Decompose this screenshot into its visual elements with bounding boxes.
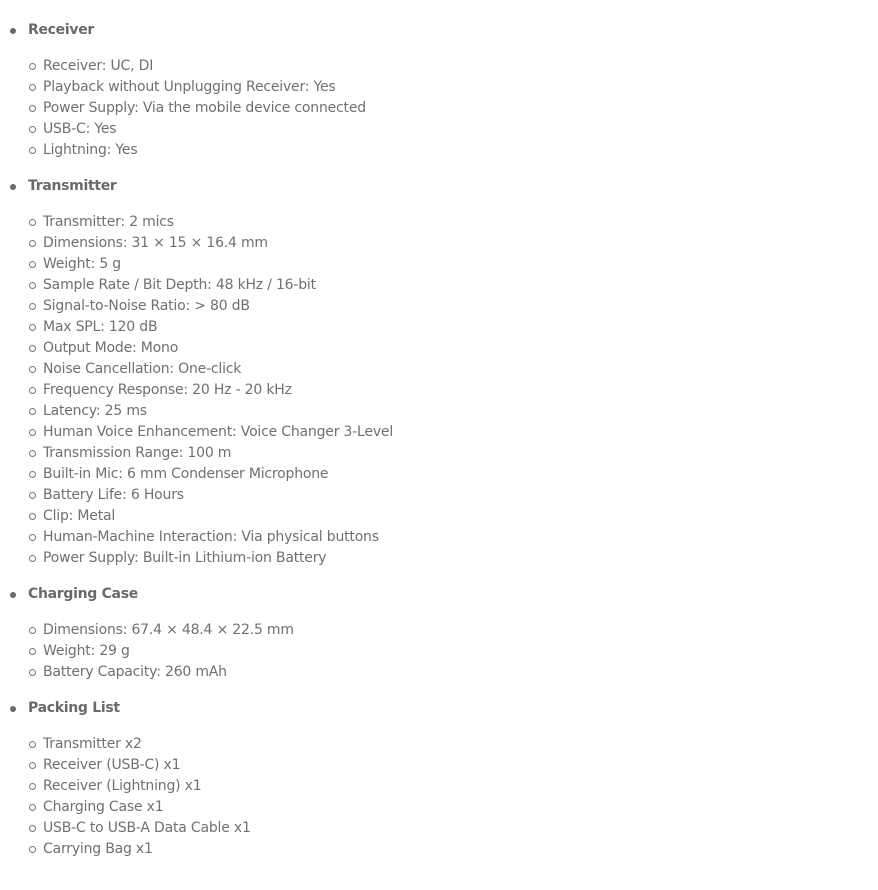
spec-item <box>28 464 393 485</box>
spec-item-text: Built-in Mic: 6 mm Condenser Microphone <box>43 466 329 482</box>
circle-bullet-icon <box>29 240 36 247</box>
spec-item <box>28 401 393 422</box>
circle-bullet-icon <box>29 408 36 415</box>
spec-item <box>28 527 393 548</box>
spec-item <box>28 755 251 776</box>
circle-bullet-icon <box>29 513 36 520</box>
circle-bullet-icon <box>29 846 36 853</box>
circle-bullet-icon <box>29 450 36 457</box>
spec-item-text: Receiver (USB-C) x1 <box>43 757 181 773</box>
section-items <box>28 212 393 569</box>
spec-item <box>28 98 366 119</box>
circle-bullet-icon <box>29 105 36 112</box>
circle-bullet-icon <box>29 261 36 268</box>
circle-bullet-icon <box>29 147 36 154</box>
circle-bullet-icon <box>29 84 36 91</box>
section-items <box>28 56 366 161</box>
spec-item <box>28 233 393 254</box>
spec-item-text: Charging Case x1 <box>43 799 164 815</box>
circle-bullet-icon <box>29 429 36 436</box>
spec-item <box>28 443 393 464</box>
spec-item-text: Transmitter: 2 mics <box>43 214 174 230</box>
spec-item-text: Latency: 25 ms <box>43 403 147 419</box>
spec-item-text: Battery Life: 6 Hours <box>43 487 184 503</box>
spec-item-text: Noise Cancellation: One-click <box>43 361 242 377</box>
circle-bullet-icon <box>29 366 36 373</box>
spec-item-text: Human Voice Enhancement: Voice Changer 3-Level <box>43 424 394 440</box>
spec-item <box>28 119 366 140</box>
spec-item-text: Battery Capacity: 260 mAh <box>43 664 227 680</box>
spec-item-text: Lightning: Yes <box>43 142 138 158</box>
circle-bullet-icon <box>29 126 36 133</box>
circle-bullet-icon <box>29 804 36 811</box>
spec-item <box>28 734 251 755</box>
circle-bullet-icon <box>29 282 36 289</box>
section-bullet-icon <box>10 592 16 598</box>
spec-item-text: Signal-to-Noise Ratio: > 80 dB <box>43 298 250 314</box>
spec-item <box>28 212 393 233</box>
circle-bullet-icon <box>29 63 36 70</box>
spec-item <box>28 275 393 296</box>
spec-item-text: Weight: 29 g <box>43 643 130 659</box>
circle-bullet-icon <box>29 741 36 748</box>
circle-bullet-icon <box>29 324 36 331</box>
spec-item-text: Output Mode: Mono <box>43 340 179 356</box>
section-bullet-icon <box>10 28 16 34</box>
spec-item <box>28 56 366 77</box>
section-bullet-icon <box>10 184 16 190</box>
spec-item-text: Clip: Metal <box>43 508 116 524</box>
spec-item-text: Weight: 5 g <box>43 256 121 272</box>
spec-item <box>28 818 251 839</box>
circle-bullet-icon <box>29 825 36 832</box>
circle-bullet-icon <box>29 627 36 634</box>
spec-item-text: Transmission Range: 100 m <box>43 445 232 461</box>
spec-item-text: Power Supply: Built-in Lithium-ion Battery <box>43 550 327 566</box>
spec-item <box>28 641 294 662</box>
circle-bullet-icon <box>29 387 36 394</box>
spec-item-text: Human-Machine Interaction: Via physical buttons <box>43 529 379 545</box>
spec-item <box>28 485 393 506</box>
section-bullet-icon <box>10 706 16 712</box>
section-items <box>28 620 294 683</box>
spec-item-text: Sample Rate / Bit Depth: 48 kHz / 16-bit <box>43 277 316 293</box>
spec-item-text: Receiver (Lightning) x1 <box>43 778 202 794</box>
circle-bullet-icon <box>29 303 36 310</box>
spec-item-text: Carrying Bag x1 <box>43 841 153 857</box>
spec-item <box>28 359 393 380</box>
spec-item <box>28 422 393 443</box>
circle-bullet-icon <box>29 345 36 352</box>
circle-bullet-icon <box>29 219 36 226</box>
section-title: Receiver <box>28 22 94 38</box>
section-title: Packing List <box>28 700 120 716</box>
spec-item <box>28 620 294 641</box>
spec-item-text: Transmitter x2 <box>43 736 142 752</box>
spec-item <box>28 77 366 98</box>
circle-bullet-icon <box>29 555 36 562</box>
spec-item <box>28 662 294 683</box>
circle-bullet-icon <box>29 471 36 478</box>
spec-item <box>28 506 393 527</box>
spec-item <box>28 317 393 338</box>
spec-item-text: Frequency Response: 20 Hz - 20 kHz <box>43 382 292 398</box>
spec-item-text: USB-C to USB-A Data Cable x1 <box>43 820 251 836</box>
spec-item <box>28 296 393 317</box>
spec-item-text: Dimensions: 67.4 × 48.4 × 22.5 mm <box>43 622 294 638</box>
circle-bullet-icon <box>29 534 36 541</box>
spec-item <box>28 797 251 818</box>
spec-item-text: USB-C: Yes <box>43 121 117 137</box>
spec-item-text: Playback without Unplugging Receiver: Yes <box>43 79 336 95</box>
section-title: Transmitter <box>28 178 117 194</box>
section-items <box>28 734 251 860</box>
section-title: Charging Case <box>28 586 138 602</box>
circle-bullet-icon <box>29 492 36 499</box>
spec-item-text: Power Supply: Via the mobile device connected <box>43 100 366 116</box>
spec-item <box>28 839 251 860</box>
circle-bullet-icon <box>29 669 36 676</box>
spec-item <box>28 140 366 161</box>
circle-bullet-icon <box>29 762 36 769</box>
spec-item-text: Max SPL: 120 dB <box>43 319 158 335</box>
spec-item <box>28 548 393 569</box>
spec-item-text: Dimensions: 31 × 15 × 16.4 mm <box>43 235 268 251</box>
spec-item <box>28 776 251 797</box>
spec-item <box>28 380 393 401</box>
spec-item-text: Receiver: UC, DI <box>43 58 154 74</box>
spec-item <box>28 254 393 275</box>
circle-bullet-icon <box>29 783 36 790</box>
spec-item <box>28 338 393 359</box>
circle-bullet-icon <box>29 648 36 655</box>
